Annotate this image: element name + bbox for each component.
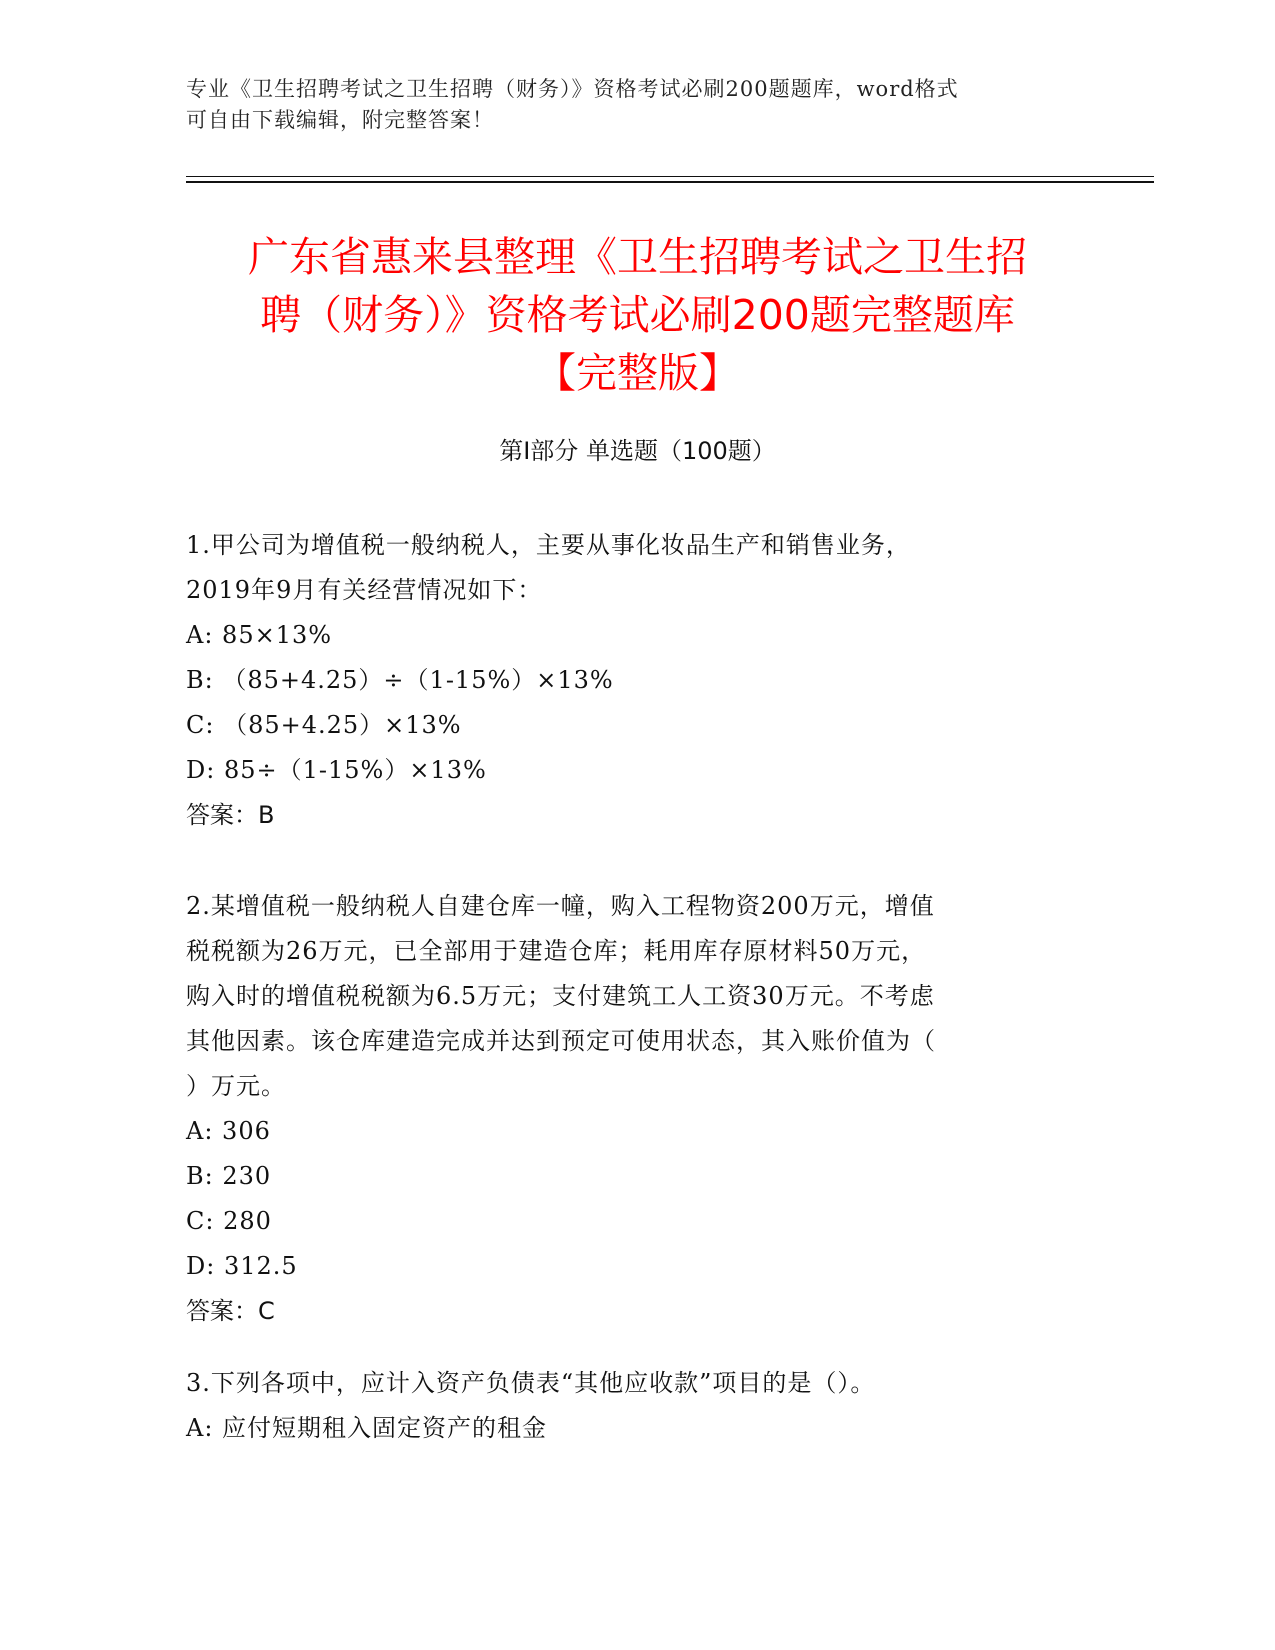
option-c: C: 280: [186, 1207, 272, 1235]
option-a: A: 85×13%: [186, 621, 333, 649]
question-stem-line: 3.下列各项中，应计入资产负债表“其他应收款”项目的是（）。: [186, 1369, 876, 1397]
question-stem-line: 2.某增值税一般纳税人自建仓库一幢，购入工程物资200万元，增值: [186, 892, 935, 920]
question-1: [186, 523, 1086, 838]
section-heading: 第Ⅰ部分 单选题（100题）: [499, 437, 776, 465]
option-b: B: 230: [186, 1162, 272, 1190]
title-line-3: 【完整版】: [535, 349, 740, 397]
option-b: B: （85+4.25）÷（1-15%）×13%: [186, 666, 614, 694]
header-note-line-2: 可自由下载编辑，附完整答案！: [186, 108, 494, 132]
question-stem-line: ）万元。: [186, 1072, 286, 1100]
option-a: A: 306: [186, 1117, 271, 1145]
title-line-1: 广东省惠来县整理《卫生招聘考试之卫生招: [248, 233, 1027, 281]
title-line-2: 聘（财务）》资格考试必刷200题完整题库: [260, 291, 1015, 339]
question-stem-line: 购入时的增值税税额为6.5万元；支付建筑工人工资30万元。不考虑: [186, 982, 935, 1010]
header-divider-thin: [186, 176, 1154, 177]
option-d: D: 85÷（1-15%）×13%: [186, 756, 487, 784]
question-stem-line: 税税额为26万元，已全部用于建造仓库；耗用库存原材料50万元，: [186, 937, 927, 965]
header-divider-thick: [186, 181, 1154, 183]
question-stem-line: 2019年9月有关经营情况如下：: [186, 576, 543, 604]
document-title: [160, 228, 1115, 402]
question-2: [186, 884, 1086, 1334]
question-stem-line: 其他因素。该仓库建造完成并达到预定可使用状态，其入账价值为（: [186, 1027, 936, 1055]
option-d: D: 312.5: [186, 1252, 298, 1280]
option-c: C: （85+4.25）×13%: [186, 711, 462, 739]
option-a: A: 应付短期租入固定资产的租金: [186, 1414, 548, 1442]
header-note: [186, 74, 1066, 136]
question-stem-line: 1.甲公司为增值税一般纳税人，主要从事化妆品生产和销售业务，: [186, 531, 911, 559]
answer-label: 答案：B: [186, 801, 275, 829]
header-note-line-1: 专业《卫生招聘考试之卫生招聘（财务）》资格考试必刷200题题库，word格式: [186, 77, 959, 101]
answer-label: 答案：C: [186, 1297, 275, 1325]
question-3: [186, 1361, 1086, 1451]
